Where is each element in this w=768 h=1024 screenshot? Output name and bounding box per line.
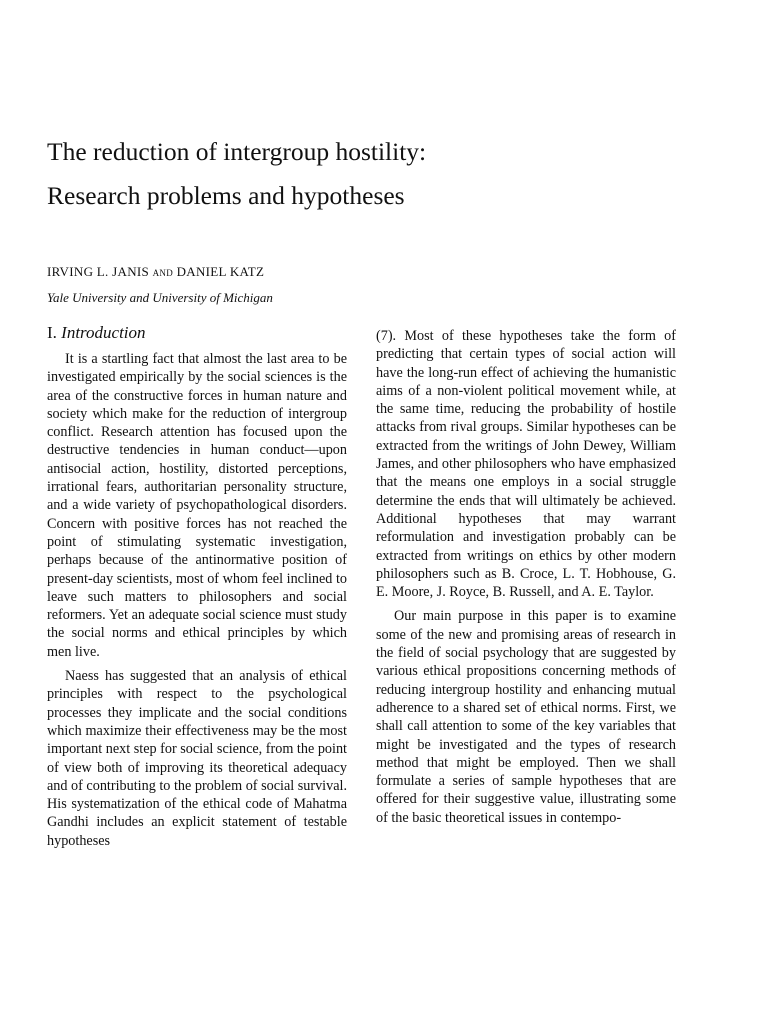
title-line-1: The reduction of intergroup hostility: xyxy=(47,137,427,166)
author-conjunction: and xyxy=(152,264,174,279)
author-1: IRVING L. JANIS xyxy=(47,264,150,279)
left-paragraph-1: It is a startling fact that almost the last area to be investigated empirically by the social sciences is the area of the constructive forces in human nature and society which make for the reduction of intergroup conflict. Research attention has focused upon the destructive tendencies in human conduct—upon antisocial action, hostility, distorted perceptions, irrational fears, authoritarian personality structure, and a wide variety of psychopathological disorders. Concern with positive forces has not reached the point of stimulating systematic investigation, perhaps because of the antinormative position of present-day scientists, most of whom feel inclined to leave such matters to philosophers and social reformers. Yet an adequate social science must study the social norms and ethical principles by which men live. xyxy=(47,351,347,660)
section-heading xyxy=(47,320,347,346)
title-line-2: Research problems and hypotheses xyxy=(47,181,405,210)
left-column xyxy=(47,320,347,856)
right-paragraph-2: Our main purpose in this paper is to examine some of the new and promising areas of research in the field of social psychology that are suggested by various ethical propositions concerning methods of reducing intergroup hostility and enhancing mutual adherence to a shared set of ethical norms. First, we shall call attention to some of the key variables that might be investigated and the types of research method that might be employed. Then we shall formulate a series of sample hypotheses that are offered for their suggestive value, illustrating some of the basic theoretical issues in contempo- xyxy=(376,608,676,826)
left-paragraph-2: Naess has suggested that an analysis of ethical principles with respect to the psychological processes they implicate and the social conditions which maximize their effectiveness may be the most important next step for social science, from the point of view both of improving its theoretical adequacy and of contributing to the problem of social survival. His systematization of the ethical code of Mahatma Gandhi includes an explicit statement of testable hypotheses xyxy=(47,668,347,849)
right-paragraph-1: (7). Most of these hypotheses take the form of predicting that certain types of social action will have the long-run effect of achieving the humanistic aims of a non-violent political movement while, at the same time, reducing the probability of hostile attacks from rival groups. Similar hypotheses can be extracted from the writings of John Dewey, William James, and other philosophers who have emphasized that the means one employs in a social struggle determine the ends that will ultimately be achieved. Additional hypotheses that may warrant reformulation and investigation probably can be extracted from writings on ethics by other modern philosophers such as B. Croce, L. T. Hobhouse, G. E. Moore, J. Royce, B. Russell, and A. E. Taylor. xyxy=(376,328,676,601)
author-2: DANIEL KATZ xyxy=(176,264,265,279)
section-label: Introduction xyxy=(61,323,146,342)
author-line xyxy=(47,262,727,282)
affiliation: Yale University and University of Michigan xyxy=(47,290,273,305)
article-title xyxy=(47,130,727,218)
section-number: I. xyxy=(47,323,57,342)
right-column xyxy=(376,327,676,833)
